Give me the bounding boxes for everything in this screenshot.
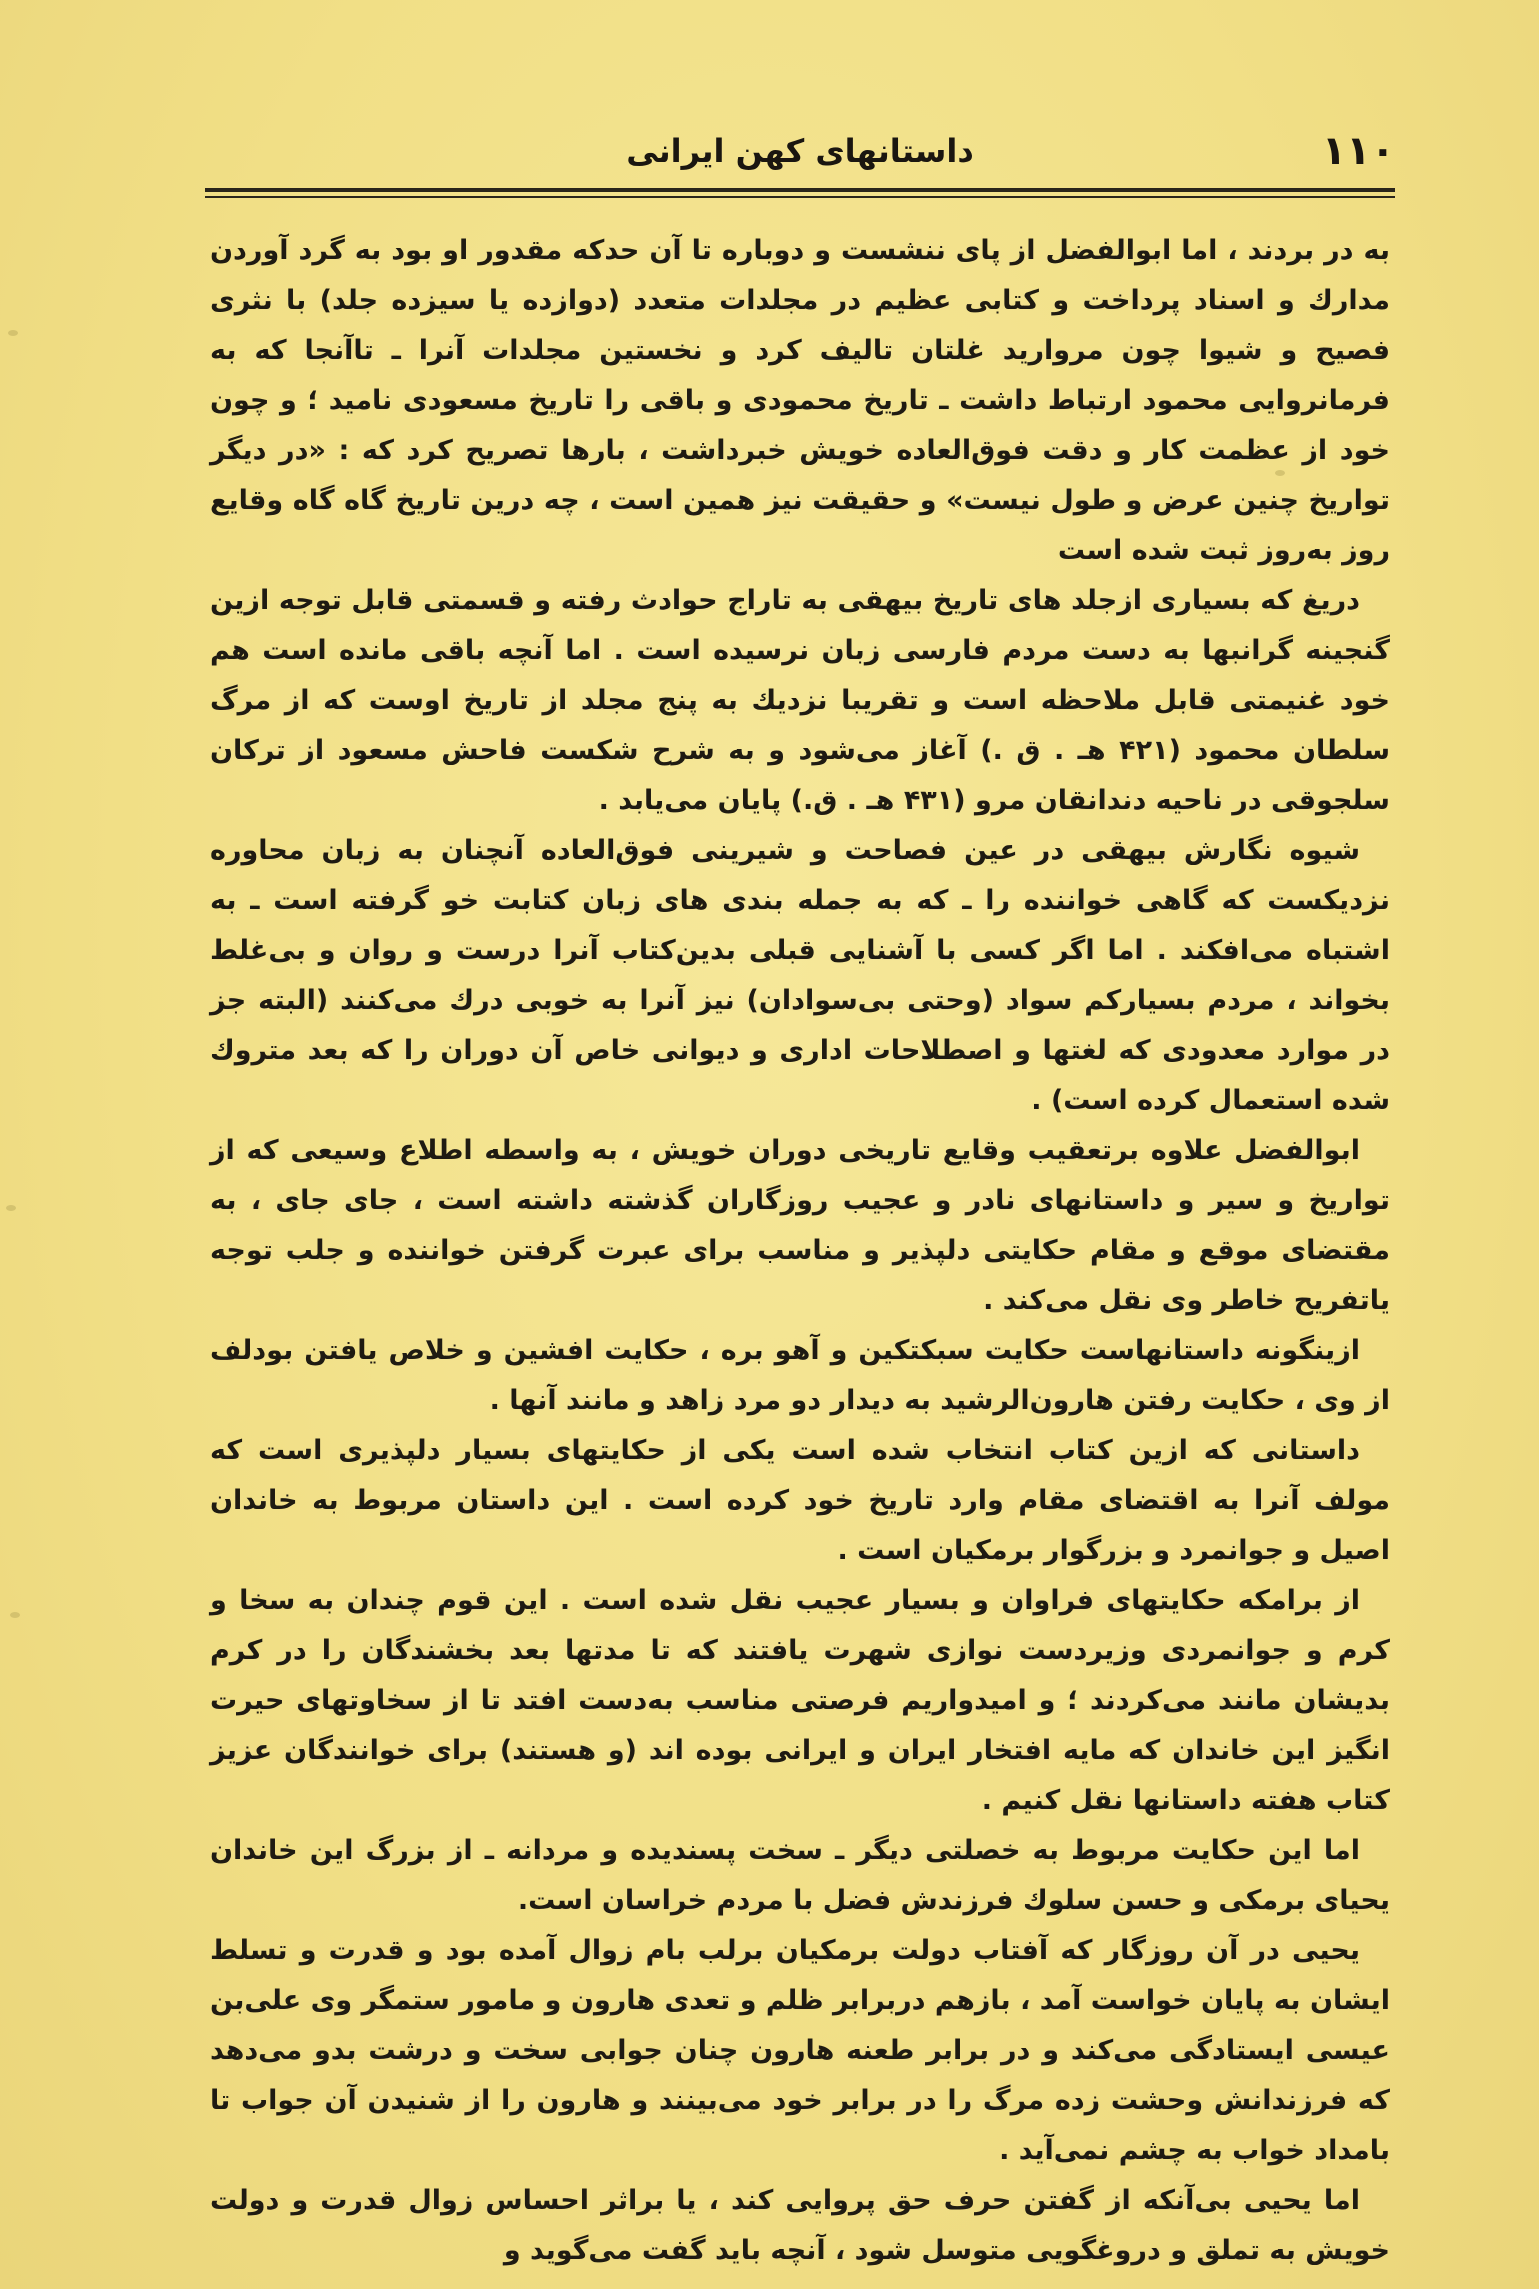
paragraph: ابوالفضل علاوه برتعقیب وقایع تاریخی دوران خویش ، به واسطه اطلاع وسیعی که از تواریخ و سیر و داستانهای نادر و عجیب روزگاران گذشته داشته است ، جای جای ، به مقتضای موقع و مقام حکایتی دلپذیر و مناسب برای عبرت گرفتن خواننده و جلب توجه یاتفریح خاطر وی نقل می‌کند .: [210, 1135, 1390, 1316]
header-rule-thick: [205, 188, 1395, 192]
paragraph: به در بردند ، اما ابوالفضل از پای ننشست و دوباره تا آن حدکه مقدور او بود به گرد آوردن مدارك و اسناد پرداخت و کتابی عظیم در مجلدات متعدد (دوازده یا سیزده جلد) با نثری فصیح و شیوا چون مروارید غلتان تالیف کرد و نخستین مجلدات آنرا ـ تاآنجا که به فرمانروایی محمود ارتباط داشت ـ تاریخ محمودی و باقی را تاریخ مسعودی نامید ؛ و چون خود از عظمت کار و دقت فوق‌العاده خویش خبرداشت ، بارها تصریح کرد که : «در دیگر تواریخ چنین عرض و طول نیست» و حقیقت نیز همین است ، چه درین تاریخ گاه گاه وقایع روز به‌روز ثبت شده است: [210, 235, 1390, 566]
page-number: ۱۱۰: [1321, 128, 1395, 174]
paragraph: اما این حکایت مربوط به خصلتی دیگر ـ سخت پسندیده و مردانه ـ از بزرگ این خاندان یحیای برمکی و حسن سلوك فرزندش فضل با مردم خراسان است.: [210, 1835, 1390, 1916]
body-text: [210, 226, 1390, 2276]
paragraph: از برامکه حکایتهای فراوان و بسیار عجیب نقل شده است . این قوم چندان به سخا و کرم و جوانمردی وزیردست نوازی شهرت یافتند که تا مدتها بعد بخشندگان را در کرم بدیشان مانند می‌کردند ؛ و امیدواریم فرصتی مناسب به‌دست افتد تا از سخاوتهای حیرت انگیز این خاندان که مایه افتخار ایران و ایرانی بوده اند (و هستند) برای خوانندگان عزیز کتاب هفته داستانها نقل کنیم .: [210, 1585, 1390, 1816]
paragraph: شیوه نگارش بیهقی در عین فصاحت و شیرینی فوق‌العاده آنچنان به زبان محاوره نزدیکست که گاهی خواننده را ـ که به جمله بندی های زبان کتابت خو گرفته است ـ به اشتباه می‌افکند . اما اگر کسی با آشنایی قبلی بدین‌کتاب آنرا درست و روان و بی‌غلط بخواند ، مردم بسیارکم سواد (وحتی بی‌سوادان) نیز آنرا به خوبی درك می‌کنند (البته جز در موارد معدودی که لغتها و اصطلاحات اداری و دیوانی خاص آن دوران را که بعد متروك شده استعمال کرده است) .: [210, 835, 1390, 1116]
paper-spot: [10, 1612, 20, 1618]
paragraph: یحیی در آن روزگار که آفتاب دولت برمکیان برلب بام زوال آمده بود و قدرت و تسلط ایشان به پایان خواست آمد ، بازهم دربرابر ظلم و تعدی هارون و مامور ستمگر وی علی‌بن عیسی ایستادگی می‌کند و در برابر طعنه هارون چنان جوابی سخت و درشت بدو می‌دهد که فرزندانش وحشت زده مرگ را در برابر خود می‌بینند و هارون را از شنیدن آن جواب تا بامداد خواب به چشم نمی‌آید .: [210, 1935, 1390, 2166]
paper-spot: [1275, 470, 1285, 476]
paper-spot: [6, 1205, 16, 1211]
header-rule-thin: [205, 196, 1395, 198]
paper-spot: [8, 330, 18, 336]
paragraph: ازینگونه داستانهاست حکایت سبکتکین و آهو بره ، حکایت افشین و خلاص یافتن بودلف از وی ، حکایت رفتن هارون‌الرشید به دیدار دو مرد زاهد و مانند آنها .: [210, 1335, 1390, 1416]
paragraph: دریغ که بسیاری ازجلد های تاریخ بیهقی به تاراج حوادث رفته و قسمتی قابل توجه ازین گنجینه گرانبها به دست مردم فارسی زبان نرسیده است . اما آنچه باقی مانده است هم خود غنیمتی قابل ملاحظه است و تقریبا نزدیك به پنج مجلد از تاریخ اوست که از مرگ سلطان محمود (۴۲۱ هـ . ق .) آغاز می‌شود و به شرح شکست فاحش مسعود از ترکان سلجوقی در ناحیه دندانقان مرو (۴۳۱ هـ . ق.) پایان می‌یابد .: [210, 585, 1390, 816]
running-title: داستانهای کهن ایرانی: [626, 132, 974, 170]
paragraph: اما یحیی بی‌آنکه از گفتن حرف حق پروایی کند ، یا براثر احساس زوال قدرت و دولت خویش به تملق و دروغگویی متوسل شود ، آنچه باید گفت می‌گوید و: [210, 2185, 1390, 2266]
paragraph: داستانی که ازین کتاب انتخاب شده است یکی از حکایتهای بسیار دلپذیری است که مولف آنرا به اقتضای مقام وارد تاریخ خود کرده است . این داستان مربوط به خاندان اصیل و جوانمرد و بزرگوار برمکیان است .: [210, 1435, 1390, 1566]
